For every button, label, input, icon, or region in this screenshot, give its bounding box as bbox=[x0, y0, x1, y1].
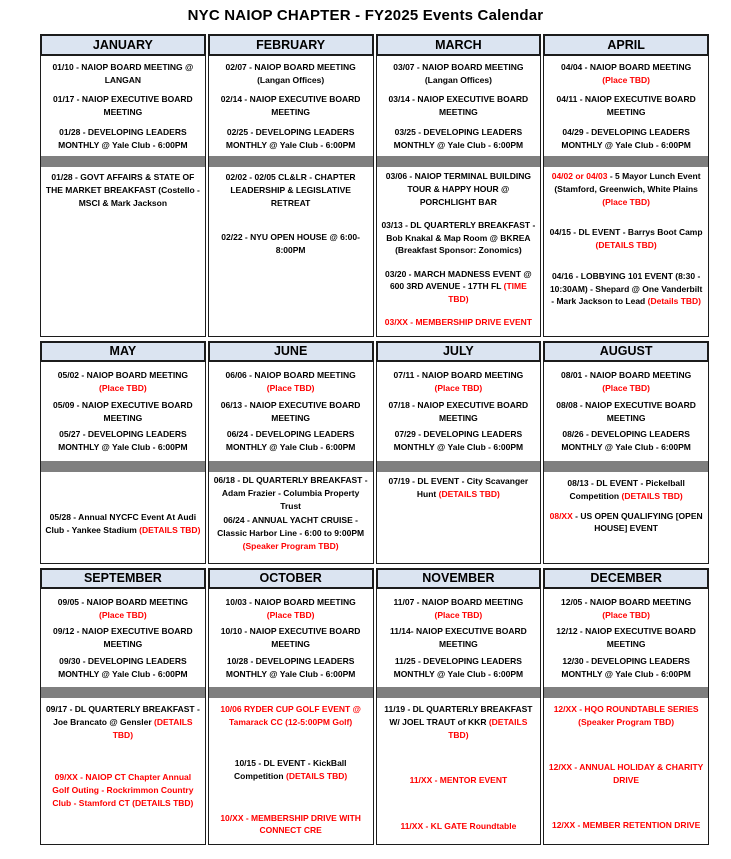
event-text: 10/28 - DEVELOPING LEADERS MONTHLY @ Yale Club - 6:00PM bbox=[225, 655, 356, 679]
event-item bbox=[209, 231, 373, 257]
special-events-section bbox=[544, 698, 708, 844]
event-text: - 5 Mayor Lunch Event (Stamford, Greenwich, White Plains bbox=[554, 171, 701, 194]
month-header: FEBRUARY bbox=[208, 34, 374, 56]
event-item bbox=[377, 61, 541, 87]
event-text: 02/07 - NAIOP BOARD MEETING (Langan Offices) bbox=[225, 61, 356, 85]
month-panel-may bbox=[40, 341, 206, 564]
month-header: MAY bbox=[40, 341, 206, 362]
event-text: 05/28 - Annual NYCFC Event At Audi Club - Yankee Stadium bbox=[45, 511, 197, 535]
event-item bbox=[377, 475, 541, 501]
special-events-section bbox=[209, 472, 373, 563]
month-header: DECEMBER bbox=[543, 568, 709, 589]
month-panel-june bbox=[208, 341, 374, 564]
event-item bbox=[544, 399, 708, 425]
event-text: 03/07 - NAIOP BOARD MEETING (Langan Offices) bbox=[393, 61, 524, 85]
month-body bbox=[376, 56, 542, 337]
event-item bbox=[544, 93, 708, 119]
event-item bbox=[544, 761, 708, 787]
section-divider bbox=[41, 687, 205, 698]
event-text-highlight: 04/02 or 04/03 bbox=[551, 171, 608, 181]
event-item bbox=[41, 399, 205, 425]
event-item bbox=[544, 477, 708, 503]
month-body bbox=[543, 589, 709, 845]
event-item bbox=[41, 126, 205, 152]
event-item bbox=[377, 655, 541, 681]
special-events-section bbox=[41, 472, 205, 563]
event-item bbox=[209, 399, 373, 425]
event-text: 04/11 - NAIOP EXECUTIVE BOARD MEETING bbox=[556, 94, 696, 117]
special-events-section bbox=[209, 698, 373, 844]
event-text-highlight: (Place TBD) bbox=[434, 609, 483, 620]
month-panel-march bbox=[376, 34, 542, 337]
month-body bbox=[208, 589, 374, 845]
month-header: APRIL bbox=[543, 34, 709, 56]
event-text: 01/28 - DEVELOPING LEADERS MONTHLY @ Yale Club - 6:00PM bbox=[58, 126, 188, 150]
month-body bbox=[40, 362, 206, 564]
month-panel-october bbox=[208, 568, 374, 845]
recurring-meetings-section bbox=[41, 56, 205, 156]
event-text-highlight: (Place TBD) bbox=[99, 609, 147, 620]
event-text: 05/02 - NAIOP BOARD MEETING bbox=[57, 370, 188, 381]
calendar-grid bbox=[40, 34, 709, 845]
recurring-meetings-section bbox=[209, 589, 373, 687]
event-text-highlight: 08/XX bbox=[549, 510, 573, 521]
event-text-highlight: (Speaker Program TBD) bbox=[242, 540, 339, 551]
event-text: 03/14 - NAIOP EXECUTIVE BOARD MEETING bbox=[388, 94, 529, 117]
month-panel-september bbox=[40, 568, 206, 845]
event-item bbox=[544, 428, 708, 454]
event-text-highlight: 11/XX - MENTOR EVENT bbox=[409, 775, 508, 786]
event-item bbox=[209, 514, 373, 552]
event-text: 11/25 - DEVELOPING LEADERS MONTHLY @ Yale Club - 6:00PM bbox=[393, 655, 524, 679]
month-body bbox=[543, 56, 709, 337]
event-item bbox=[377, 428, 541, 454]
recurring-meetings-section bbox=[544, 589, 708, 687]
event-text: 06/13 - NAIOP EXECUTIVE BOARD MEETING bbox=[220, 399, 361, 423]
special-events-section bbox=[377, 472, 541, 563]
event-text: 07/29 - DEVELOPING LEADERS MONTHLY @ Yale Club - 6:00PM bbox=[393, 429, 524, 452]
month-header: JANUARY bbox=[40, 34, 206, 56]
event-text-highlight: (TIME TBD) bbox=[448, 281, 527, 304]
month-body bbox=[376, 589, 542, 845]
event-item bbox=[209, 625, 373, 651]
special-events-section bbox=[209, 167, 373, 336]
event-item bbox=[377, 93, 541, 119]
event-item bbox=[209, 812, 373, 838]
section-divider bbox=[377, 461, 541, 472]
event-text: 06/24 - DEVELOPING LEADERS MONTHLY @ Yale Club - 6:00PM bbox=[225, 429, 356, 452]
month-header: JULY bbox=[376, 341, 542, 362]
event-item bbox=[377, 820, 541, 833]
month-panel-december bbox=[543, 568, 709, 845]
event-text-highlight: (DETAILS TBD) bbox=[285, 771, 348, 781]
event-text: 11/19 - DL QUARTERLY BREAKFAST W/ JOEL TRAUT of KKR bbox=[384, 704, 533, 727]
month-body bbox=[208, 362, 374, 564]
event-item bbox=[377, 126, 541, 152]
section-divider bbox=[41, 156, 205, 167]
month-header: NOVEMBER bbox=[376, 568, 542, 589]
event-text: 04/29 - DEVELOPING LEADERS MONTHLY @ Yale Club - 6:00PM bbox=[561, 126, 691, 150]
recurring-meetings-section bbox=[41, 362, 205, 461]
section-divider bbox=[41, 461, 205, 472]
month-body bbox=[208, 56, 374, 337]
month-panel-november bbox=[376, 568, 542, 845]
event-text: 11/14- NAIOP EXECUTIVE BOARD MEETING bbox=[389, 626, 527, 649]
event-text-highlight: (Place TBD) bbox=[602, 74, 650, 85]
event-item bbox=[377, 703, 541, 741]
event-text: 08/01 - NAIOP BOARD MEETING bbox=[561, 370, 692, 381]
event-item bbox=[41, 703, 205, 741]
event-text-highlight: 10/XX - MEMBERSHIP DRIVE WITH CONNECT CRE bbox=[220, 812, 361, 836]
event-text: 01/28 - GOVT AFFAIRS & STATE OF THE MARKET BREAKFAST (Costello - MSCI & Mark Jackson bbox=[45, 172, 200, 208]
event-item bbox=[41, 511, 205, 537]
event-text: 07/18 - NAIOP EXECUTIVE BOARD MEETING bbox=[388, 399, 529, 423]
event-item bbox=[41, 771, 205, 809]
event-item bbox=[377, 316, 541, 329]
month-panel-july bbox=[376, 341, 542, 564]
event-text: 09/12 - NAIOP EXECUTIVE BOARD MEETING bbox=[53, 626, 193, 649]
event-text: 10/15 - DL EVENT - KickBall Competition bbox=[234, 758, 347, 781]
event-text: 02/25 - DEVELOPING LEADERS MONTHLY @ Yale Club - 6:00PM bbox=[225, 126, 356, 150]
special-events-section bbox=[544, 472, 708, 563]
event-text-highlight: (DETAILS TBD) bbox=[448, 716, 528, 740]
section-divider bbox=[544, 461, 708, 472]
event-text-highlight: (DETAILS TBD) bbox=[438, 488, 500, 499]
event-item bbox=[377, 399, 541, 425]
section-divider bbox=[377, 156, 541, 167]
event-text: 07/11 - NAIOP BOARD MEETING bbox=[393, 370, 524, 381]
event-text-highlight: (Place TBD) bbox=[99, 383, 147, 393]
event-item bbox=[544, 226, 708, 252]
event-text: 04/15 - DL EVENT - Barrys Boot Camp bbox=[549, 227, 703, 238]
event-text-highlight: (Place TBD) bbox=[434, 383, 483, 393]
event-text-highlight: (DETAILS TBD) bbox=[621, 490, 683, 501]
event-text: 11/07 - NAIOP BOARD MEETING bbox=[393, 596, 524, 607]
event-text: 03/13 - DL QUARTERLY BREAKFAST - Bob Knakal & Map Room @ BKREA (Breakfast Sponsor: Zonomics) bbox=[381, 219, 536, 256]
special-events-section bbox=[377, 698, 541, 844]
event-text: 03/06 - NAIOP TERMINAL BUILDING TOUR & HAPPY HOUR @ PORCHLIGHT BAR bbox=[385, 171, 531, 207]
event-text: 10/03 - NAIOP BOARD MEETING bbox=[225, 596, 356, 607]
event-item bbox=[209, 655, 373, 681]
recurring-meetings-section bbox=[377, 589, 541, 687]
event-item bbox=[377, 774, 541, 787]
event-item bbox=[544, 510, 708, 536]
event-text: 01/10 - NAIOP BOARD MEETING @ LANGAN bbox=[52, 61, 194, 85]
event-item bbox=[41, 61, 205, 87]
special-events-section bbox=[41, 167, 205, 336]
event-item bbox=[544, 703, 708, 729]
event-item bbox=[41, 428, 205, 454]
event-text: 12/30 - DEVELOPING LEADERS MONTHLY @ Yale Club - 6:00PM bbox=[561, 655, 691, 679]
event-text: 09/05 - NAIOP BOARD MEETING bbox=[57, 596, 188, 607]
recurring-meetings-section bbox=[209, 56, 373, 156]
month-header: AUGUST bbox=[543, 341, 709, 362]
recurring-meetings-section bbox=[377, 56, 541, 156]
special-events-section bbox=[41, 698, 205, 844]
section-divider bbox=[544, 687, 708, 698]
page-title: NYC NAIOP CHAPTER - FY2025 Events Calendar bbox=[187, 7, 544, 24]
event-item bbox=[544, 126, 708, 152]
special-events-section bbox=[377, 167, 541, 336]
event-text-highlight: (DETAILS TBD) bbox=[595, 240, 657, 250]
section-divider bbox=[209, 687, 373, 698]
event-text: 01/17 - NAIOP EXECUTIVE BOARD MEETING bbox=[53, 94, 193, 117]
event-item bbox=[377, 625, 541, 651]
event-text-highlight: 03/XX - MEMBERSHIP DRIVE EVENT bbox=[384, 317, 532, 328]
event-item bbox=[41, 369, 205, 395]
month-panel-august bbox=[543, 341, 709, 564]
section-divider bbox=[544, 156, 708, 167]
event-item bbox=[209, 61, 373, 87]
event-item bbox=[209, 93, 373, 119]
section-divider bbox=[209, 156, 373, 167]
event-text: 05/27 - DEVELOPING LEADERS MONTHLY @ Yale Club - 6:00PM bbox=[58, 429, 188, 452]
event-text: 02/22 - NYU OPEN HOUSE @ 6:00-8:00PM bbox=[221, 232, 360, 255]
special-events-section bbox=[544, 167, 708, 336]
event-text: 07/19 - DL EVENT - City Scavanger Hunt bbox=[388, 476, 529, 499]
month-panel-april bbox=[543, 34, 709, 337]
section-divider bbox=[209, 461, 373, 472]
event-text-highlight: (Place TBD) bbox=[602, 196, 650, 207]
event-item bbox=[544, 369, 708, 395]
event-item bbox=[209, 474, 373, 512]
month-panel-january bbox=[40, 34, 206, 337]
event-item bbox=[209, 596, 373, 622]
event-item bbox=[544, 819, 708, 832]
event-item bbox=[41, 93, 205, 119]
event-item bbox=[377, 596, 541, 622]
event-text: 02/02 - 02/05 CL&LR - CHAPTER LEADERSHIP & LEGISLATIVE RETREAT bbox=[225, 172, 356, 208]
event-item bbox=[377, 369, 541, 395]
event-item bbox=[377, 268, 541, 306]
event-text-highlight: (DETAILS TBD) bbox=[112, 716, 193, 740]
event-text: 06/06 - NAIOP BOARD MEETING bbox=[225, 370, 356, 381]
event-text-highlight: 12/XX - HQO ROUNDTABLE SERIES (Speaker Program TBD) bbox=[553, 704, 699, 727]
event-text: 09/17 - DL QUARTERLY BREAKFAST - Joe Brancato @ Gensler bbox=[45, 704, 200, 727]
event-item bbox=[41, 596, 205, 622]
event-item bbox=[544, 170, 708, 208]
event-item bbox=[377, 170, 541, 208]
month-panel-february bbox=[208, 34, 374, 337]
event-item bbox=[209, 757, 373, 783]
month-header: JUNE bbox=[208, 341, 374, 362]
month-body bbox=[376, 362, 542, 564]
section-divider bbox=[377, 687, 541, 698]
event-item bbox=[544, 61, 708, 87]
event-item bbox=[209, 703, 373, 729]
recurring-meetings-section bbox=[209, 362, 373, 461]
month-header: OCTOBER bbox=[208, 568, 374, 589]
event-text-highlight: (DETAILS TBD) bbox=[139, 524, 201, 535]
event-text: 03/25 - DEVELOPING LEADERS MONTHLY @ Yale Club - 6:00PM bbox=[393, 126, 524, 150]
event-item bbox=[544, 270, 708, 308]
event-text: 06/24 - ANNUAL YACHT CRUISE - Classic Harbor Line - 6:00 to 9:00PM bbox=[217, 515, 365, 538]
recurring-meetings-section bbox=[377, 362, 541, 461]
event-text-highlight: 12/XX - ANNUAL HOLIDAY & CHARITY DRIVE bbox=[548, 762, 704, 785]
recurring-meetings-section bbox=[544, 362, 708, 461]
event-text-highlight: (Details TBD) bbox=[647, 296, 701, 307]
event-text-highlight: (Place TBD) bbox=[266, 383, 315, 393]
event-text: - US OPEN QUALIFYING [OPEN HOUSE] EVENT bbox=[572, 510, 703, 534]
event-item bbox=[41, 625, 205, 651]
event-text-highlight: (Place TBD) bbox=[266, 609, 315, 620]
event-item bbox=[209, 126, 373, 152]
event-item bbox=[41, 171, 205, 209]
event-item bbox=[544, 655, 708, 681]
event-text: 09/30 - DEVELOPING LEADERS MONTHLY @ Yale Club - 6:00PM bbox=[58, 655, 188, 679]
event-text: 08/13 - DL EVENT - Pickelball Competition bbox=[567, 478, 685, 501]
month-body bbox=[40, 589, 206, 845]
event-item bbox=[377, 219, 541, 257]
event-text: 04/04 - NAIOP BOARD MEETING bbox=[561, 61, 692, 72]
event-item bbox=[209, 428, 373, 454]
event-text: 06/18 - DL QUARTERLY BREAKFAST - Adam Frazier - Columbia Property Trust bbox=[213, 475, 368, 511]
event-text: 02/14 - NAIOP EXECUTIVE BOARD MEETING bbox=[220, 94, 361, 117]
event-text: 08/26 - DEVELOPING LEADERS MONTHLY @ Yale Club - 6:00PM bbox=[561, 429, 691, 452]
event-item bbox=[209, 369, 373, 395]
event-item bbox=[41, 655, 205, 681]
event-item bbox=[544, 596, 708, 622]
event-text: 03/20 - MARCH MADNESS EVENT @ 600 3RD AVENUE - 17TH FL bbox=[385, 268, 532, 292]
event-text: 12/12 - NAIOP EXECUTIVE BOARD MEETING bbox=[556, 626, 696, 649]
event-text: 08/08 - NAIOP EXECUTIVE BOARD MEETING bbox=[556, 399, 696, 423]
event-text: 12/05 - NAIOP BOARD MEETING bbox=[561, 596, 692, 607]
event-text-highlight: 12/XX - MEMBER RETENTION DRIVE bbox=[551, 820, 701, 831]
month-body bbox=[40, 56, 206, 337]
event-text-highlight: 10/06 RYDER CUP GOLF EVENT @ Tamarack CC (12-5:00PM Golf) bbox=[220, 704, 361, 727]
event-text-highlight: 09/XX - NAIOP CT Chapter Annual Golf Outing - Rockrimmon Country Club - Stamford CT (DETAILS TBD) bbox=[52, 772, 194, 808]
month-header: MARCH bbox=[376, 34, 542, 56]
month-header: SEPTEMBER bbox=[40, 568, 206, 589]
event-item bbox=[544, 625, 708, 651]
recurring-meetings-section bbox=[544, 56, 708, 156]
event-item bbox=[209, 171, 373, 209]
month-body bbox=[543, 362, 709, 564]
recurring-meetings-section bbox=[41, 589, 205, 687]
event-text: 10/10 - NAIOP EXECUTIVE BOARD MEETING bbox=[220, 626, 361, 649]
event-text: 05/09 - NAIOP EXECUTIVE BOARD MEETING bbox=[53, 399, 193, 423]
event-text-highlight: (Place TBD) bbox=[602, 609, 650, 620]
event-text: 04/16 - LOBBYING 101 EVENT (8:30 - 10:30AM) - Shepard @ One Vanderbilt - Mark Jackson to Lead bbox=[549, 270, 703, 307]
event-text-highlight: (Place TBD) bbox=[602, 383, 650, 393]
event-text-highlight: 11/XX - KL GATE Roundtable bbox=[400, 821, 517, 832]
